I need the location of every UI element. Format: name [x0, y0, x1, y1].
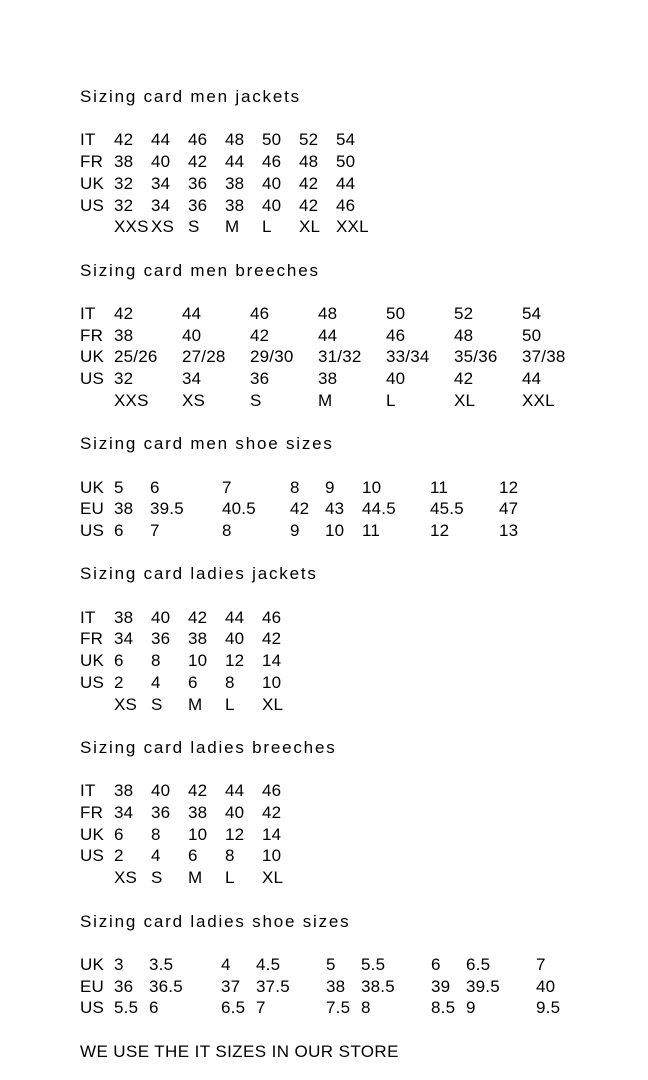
region-label: UK [80, 651, 105, 671]
size-value: 5.5 [114, 998, 139, 1018]
size-value: L [225, 868, 235, 888]
size-value: 46 [262, 781, 282, 801]
size-value: 42 [262, 629, 282, 649]
region-label: UK [80, 824, 105, 844]
size-value: 40.5 [222, 499, 256, 519]
region-label: EU [80, 499, 105, 519]
size-row [80, 216, 648, 238]
size-row [80, 368, 648, 390]
size-section-ladies-breeches [80, 737, 648, 889]
size-value: 3.5 [149, 954, 174, 974]
size-value: 37 [221, 976, 241, 996]
region-label: UK [80, 954, 105, 974]
size-value: 12 [225, 824, 245, 844]
size-row [80, 997, 648, 1019]
size-value: 52 [454, 303, 474, 323]
size-value: S [151, 868, 163, 888]
size-value: 42 [188, 607, 208, 627]
region-label: FR [80, 803, 104, 823]
region-label [80, 867, 114, 889]
size-value: 38 [188, 803, 208, 823]
size-value: L [225, 694, 235, 714]
size-value: 10 [362, 477, 382, 497]
size-value: 54 [336, 130, 356, 150]
size-value: 6.5 [466, 954, 491, 974]
size-row [80, 151, 648, 173]
region-label: UK [80, 477, 105, 497]
size-value: 38 [225, 195, 245, 215]
size-value: 5 [326, 954, 336, 974]
size-value: 36 [151, 803, 171, 823]
size-value: 11 [362, 520, 381, 540]
size-value: 39.5 [466, 976, 500, 996]
region-label: IT [80, 607, 96, 627]
size-value: 10 [262, 672, 282, 692]
size-value: 34 [151, 173, 171, 193]
size-value: 48 [318, 303, 338, 323]
size-value: 40 [536, 976, 556, 996]
size-value: 34 [151, 195, 171, 215]
size-row [80, 390, 648, 412]
size-value: 35/36 [454, 347, 498, 367]
size-value: 36 [188, 173, 208, 193]
size-value: 6 [431, 954, 441, 974]
region-label: IT [80, 781, 96, 801]
size-value: 38 [114, 781, 134, 801]
size-value: 6 [114, 824, 124, 844]
size-value: 38 [225, 173, 245, 193]
region-label: UK [80, 173, 105, 193]
size-value: 8.5 [431, 998, 456, 1018]
size-value: 36 [151, 629, 171, 649]
size-value: 48 [225, 130, 245, 150]
size-value: 33/34 [386, 347, 430, 367]
size-value: 36 [188, 195, 208, 215]
section-title: Sizing card men breeches [80, 260, 320, 280]
size-value: 31/32 [318, 347, 362, 367]
size-value: 47 [499, 499, 519, 519]
size-value: 52 [299, 130, 319, 150]
size-value: 43 [325, 499, 345, 519]
size-value: 42 [114, 130, 134, 150]
size-value: 36 [250, 369, 270, 389]
size-value: 42 [188, 781, 208, 801]
region-label: US [80, 998, 105, 1018]
size-value: 42 [299, 173, 319, 193]
size-value: 4 [221, 954, 231, 974]
size-value: 2 [114, 846, 124, 866]
size-row [80, 346, 648, 368]
size-value: 10 [188, 824, 208, 844]
size-value: 8 [225, 846, 235, 866]
size-row [80, 780, 648, 802]
size-value: 32 [114, 369, 134, 389]
region-label: FR [80, 629, 104, 649]
size-row [80, 845, 648, 867]
size-value: 40 [225, 803, 245, 823]
size-row [80, 173, 648, 195]
size-value: S [188, 217, 200, 237]
region-label: FR [80, 152, 104, 172]
size-value: 38 [326, 976, 346, 996]
size-value: 34 [114, 629, 134, 649]
size-value: 46 [250, 303, 270, 323]
size-value: 4 [151, 846, 161, 866]
region-label: IT [80, 303, 96, 323]
size-value: 7 [256, 998, 266, 1018]
size-row [80, 477, 648, 499]
size-section-men-jackets [80, 86, 648, 238]
size-value: 42 [262, 803, 282, 823]
section-title: Sizing card ladies breeches [80, 737, 337, 757]
region-label: EU [80, 976, 105, 996]
size-value: 7 [150, 520, 160, 540]
size-value: 37.5 [256, 976, 290, 996]
section-title: Sizing card ladies shoe sizes [80, 911, 351, 931]
size-value: XXS [114, 217, 149, 237]
size-value: 44 [151, 130, 171, 150]
size-row [80, 976, 648, 998]
size-row [80, 628, 648, 650]
size-value: 10 [325, 520, 345, 540]
size-section-men-shoe-sizes [80, 433, 648, 542]
size-value: 44 [225, 781, 245, 801]
size-value: 40 [386, 369, 406, 389]
size-value: 38 [318, 369, 338, 389]
size-value: 9 [325, 477, 335, 497]
region-label [80, 694, 114, 716]
size-value: 14 [262, 824, 282, 844]
size-value: XS [151, 217, 175, 237]
region-label: US [80, 846, 105, 866]
size-value: 48 [299, 152, 319, 172]
size-value: 42 [250, 325, 270, 345]
size-value: 48 [454, 325, 474, 345]
region-label: US [80, 520, 105, 540]
size-value: 38 [188, 629, 208, 649]
size-value: 6.5 [221, 998, 246, 1018]
size-value: 40 [151, 781, 171, 801]
region-label: US [80, 672, 105, 692]
size-value: 29/30 [250, 347, 294, 367]
size-value: XS [114, 694, 138, 714]
size-value: 38 [114, 499, 134, 519]
size-value: 5.5 [361, 954, 386, 974]
size-value: 27/28 [182, 347, 226, 367]
size-value: 13 [499, 520, 519, 540]
size-value: XXL [522, 390, 555, 410]
size-value: 40 [225, 629, 245, 649]
size-value: 14 [262, 651, 282, 671]
size-value: 46 [188, 130, 208, 150]
size-value: 8 [151, 651, 161, 671]
size-value: 37/38 [522, 347, 566, 367]
size-value: 50 [336, 152, 356, 172]
size-value: M [225, 217, 240, 237]
region-label: UK [80, 347, 105, 367]
size-value: 7.5 [326, 998, 351, 1018]
size-value: 6 [114, 520, 124, 540]
size-row [80, 694, 648, 716]
size-row [80, 607, 648, 629]
size-value: 6 [114, 651, 124, 671]
size-value: M [318, 390, 333, 410]
section-title: Sizing card ladies jackets [80, 564, 318, 584]
size-row [80, 129, 648, 151]
size-value: 44 [182, 303, 202, 323]
size-value: 34 [182, 369, 202, 389]
size-value: 50 [522, 325, 542, 345]
size-value: 39 [431, 976, 451, 996]
size-value: 40 [262, 173, 282, 193]
size-row [80, 824, 648, 846]
region-label [80, 390, 114, 412]
size-value: M [188, 868, 203, 888]
size-value: XL [454, 390, 476, 410]
region-label: US [80, 195, 105, 215]
size-value: S [151, 694, 163, 714]
size-value: XXL [336, 217, 369, 237]
size-value: 25/26 [114, 347, 158, 367]
region-label: US [80, 369, 105, 389]
size-row [80, 802, 648, 824]
size-value: 40 [262, 195, 282, 215]
size-section-men-breeches [80, 260, 648, 412]
size-value: XL [299, 217, 321, 237]
size-value: 6 [149, 998, 159, 1018]
size-value: 39.5 [150, 499, 184, 519]
size-value: 5 [114, 477, 124, 497]
size-value: 8 [151, 824, 161, 844]
size-value: 4.5 [256, 954, 281, 974]
size-value: 44.5 [362, 499, 396, 519]
size-row [80, 520, 648, 542]
size-value: 8 [290, 477, 300, 497]
size-value: 44 [336, 173, 356, 193]
size-value: 2 [114, 672, 124, 692]
size-value: 46 [262, 607, 282, 627]
size-row [80, 672, 648, 694]
size-value: 46 [386, 325, 406, 345]
size-section-ladies-shoe-sizes [80, 911, 648, 1020]
section-title: Sizing card men jackets [80, 87, 301, 106]
size-value: 38.5 [361, 976, 395, 996]
size-value: 3 [114, 954, 124, 974]
size-value: S [250, 390, 262, 410]
size-value: XL [262, 868, 284, 888]
size-row [80, 650, 648, 672]
size-value: 45.5 [430, 499, 464, 519]
size-value: 12 [225, 651, 245, 671]
size-value: 6 [188, 672, 198, 692]
size-value: 54 [522, 303, 542, 323]
region-label: FR [80, 325, 104, 345]
size-value: 8 [361, 998, 371, 1018]
size-value: 42 [299, 195, 319, 215]
size-row [80, 325, 648, 347]
size-value: 42 [188, 152, 208, 172]
size-value: 7 [536, 954, 546, 974]
region-label [80, 216, 114, 238]
size-value: 46 [336, 195, 356, 215]
section-title: Sizing card men shoe sizes [80, 434, 334, 454]
size-value: 40 [182, 325, 202, 345]
size-value: 44 [225, 607, 245, 627]
region-label: IT [80, 130, 96, 150]
size-value: 6 [150, 477, 160, 497]
size-value: 10 [262, 846, 282, 866]
size-value: L [386, 390, 396, 410]
size-value: XS [114, 868, 138, 888]
size-value: L [262, 217, 272, 237]
size-value: 34 [114, 803, 134, 823]
size-value: 4 [151, 672, 161, 692]
size-value: 8 [222, 520, 232, 540]
size-value: M [188, 694, 203, 714]
size-value: 50 [262, 130, 282, 150]
size-section-ladies-jackets [80, 563, 648, 715]
size-value: 42 [114, 303, 134, 323]
size-value: 40 [151, 152, 171, 172]
size-value: 12 [430, 520, 450, 540]
size-value: 38 [114, 325, 134, 345]
size-value: 40 [151, 607, 171, 627]
size-value: XXS [114, 390, 149, 410]
size-row [80, 498, 648, 520]
size-value: 50 [386, 303, 406, 323]
size-value: 38 [114, 607, 134, 627]
size-value: 44 [225, 152, 245, 172]
size-value: 6 [188, 846, 198, 866]
size-value: 8 [225, 672, 235, 692]
size-value: 9 [466, 998, 476, 1018]
size-value: XL [262, 694, 284, 714]
size-value: XS [182, 390, 206, 410]
size-value: 38 [114, 152, 134, 172]
size-value: 11 [430, 477, 449, 497]
size-value: 36.5 [149, 976, 183, 996]
size-value: 42 [290, 499, 310, 519]
size-value: 32 [114, 173, 134, 193]
size-row [80, 954, 648, 976]
size-value: 36 [114, 976, 134, 996]
store-note: WE USE THE IT SIZES IN OUR STORE [80, 1041, 399, 1061]
size-value: 7 [222, 477, 232, 497]
size-value: 10 [188, 651, 208, 671]
size-value: 12 [499, 477, 519, 497]
size-row [80, 195, 648, 217]
size-value: 9 [290, 520, 300, 540]
size-row [80, 303, 648, 325]
size-row [80, 867, 648, 889]
size-value: 9.5 [536, 998, 561, 1018]
size-value: 46 [262, 152, 282, 172]
size-value: 44 [522, 369, 542, 389]
size-value: 32 [114, 195, 134, 215]
size-value: 42 [454, 369, 474, 389]
size-value: 44 [318, 325, 338, 345]
